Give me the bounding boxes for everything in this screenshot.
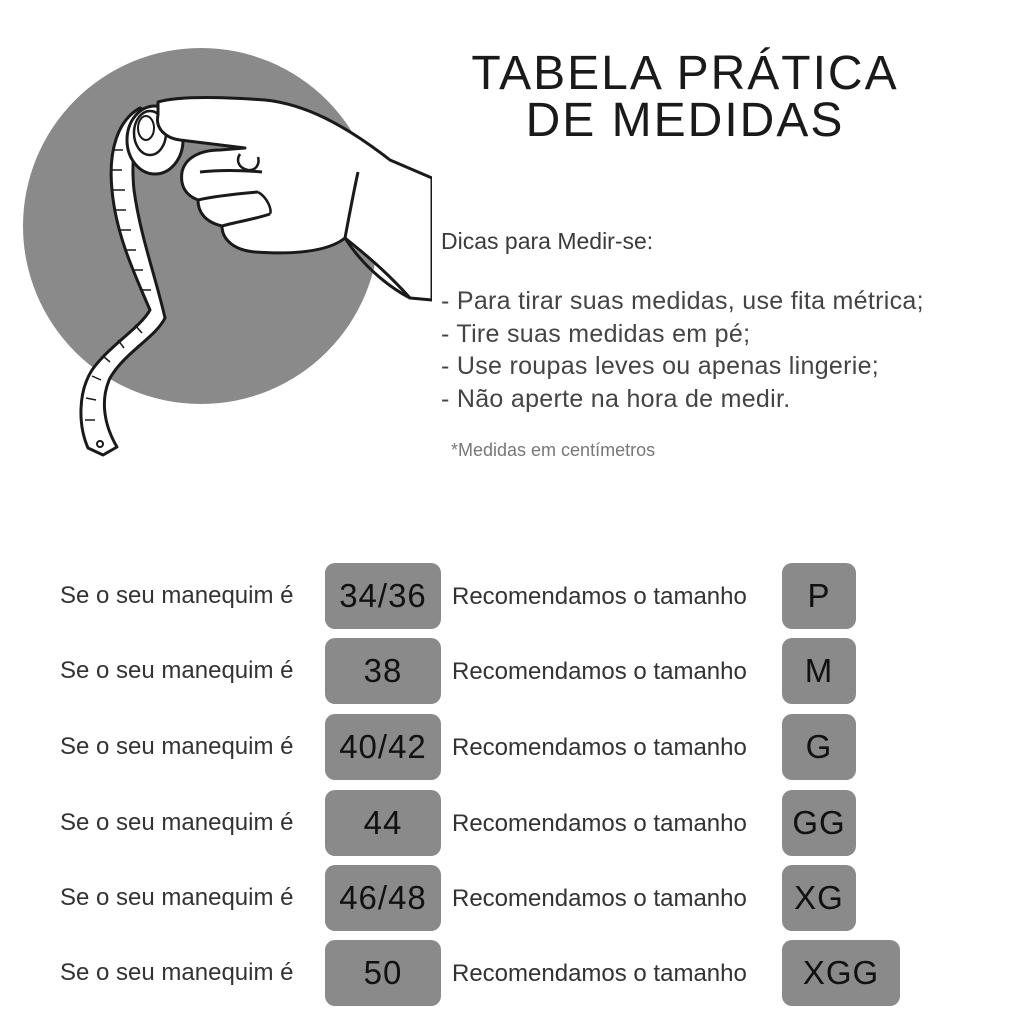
size-row	[0, 563, 1024, 629]
size-badge: XGG	[782, 940, 900, 1006]
tip-item: - Não aperte na hora de medir.	[441, 384, 791, 413]
page-title	[430, 47, 940, 147]
row-label: Se o seu manequim é	[60, 959, 294, 986]
manequim-badge: 34/36	[325, 563, 441, 629]
manequim-badge: 46/48	[325, 865, 441, 931]
title-line-2: DE MEDIDAS	[525, 94, 845, 147]
row-label: Se o seu manequim é	[60, 733, 294, 760]
row-label: Se o seu manequim é	[60, 884, 294, 911]
size-badge: M	[782, 638, 856, 704]
row-label: Se o seu manequim é	[60, 657, 294, 684]
size-row	[0, 865, 1024, 931]
hand-measuring-tape-illustration	[0, 0, 440, 470]
recommend-label: Recomendamos o tamanho	[452, 810, 747, 837]
recommend-label: Recomendamos o tamanho	[452, 583, 747, 610]
manequim-badge: 50	[325, 940, 441, 1006]
tip-item: - Use roupas leves ou apenas lingerie;	[441, 352, 880, 380]
manequim-badge: 40/42	[325, 714, 441, 780]
size-row	[0, 638, 1024, 704]
manequim-badge: 44	[325, 790, 441, 856]
size-row	[0, 940, 1024, 1006]
recommend-label: Recomendamos o tamanho	[452, 734, 747, 761]
size-badge: XG	[782, 865, 856, 931]
title-line-1: TABELA PRÁTICA	[471, 47, 899, 100]
size-badge: P	[782, 563, 856, 629]
size-row	[0, 790, 1024, 856]
size-badge: GG	[782, 790, 856, 856]
tips-list	[441, 285, 924, 415]
row-label: Se o seu manequim é	[60, 809, 294, 836]
manequim-badge: 38	[325, 638, 441, 704]
row-label: Se o seu manequim é	[60, 582, 294, 609]
tip-item: - Para tirar suas medidas, use fita métrica;	[441, 287, 924, 315]
recommend-label: Recomendamos o tamanho	[452, 960, 747, 987]
units-note: *Medidas em centímetros	[451, 440, 656, 460]
tip-item: - Tire suas medidas em pé;	[441, 319, 751, 348]
tips-heading: Dicas para Medir-se:	[441, 228, 654, 254]
recommend-label: Recomendamos o tamanho	[452, 885, 747, 912]
recommend-label: Recomendamos o tamanho	[452, 658, 747, 685]
size-badge: G	[782, 714, 856, 780]
size-row	[0, 714, 1024, 780]
